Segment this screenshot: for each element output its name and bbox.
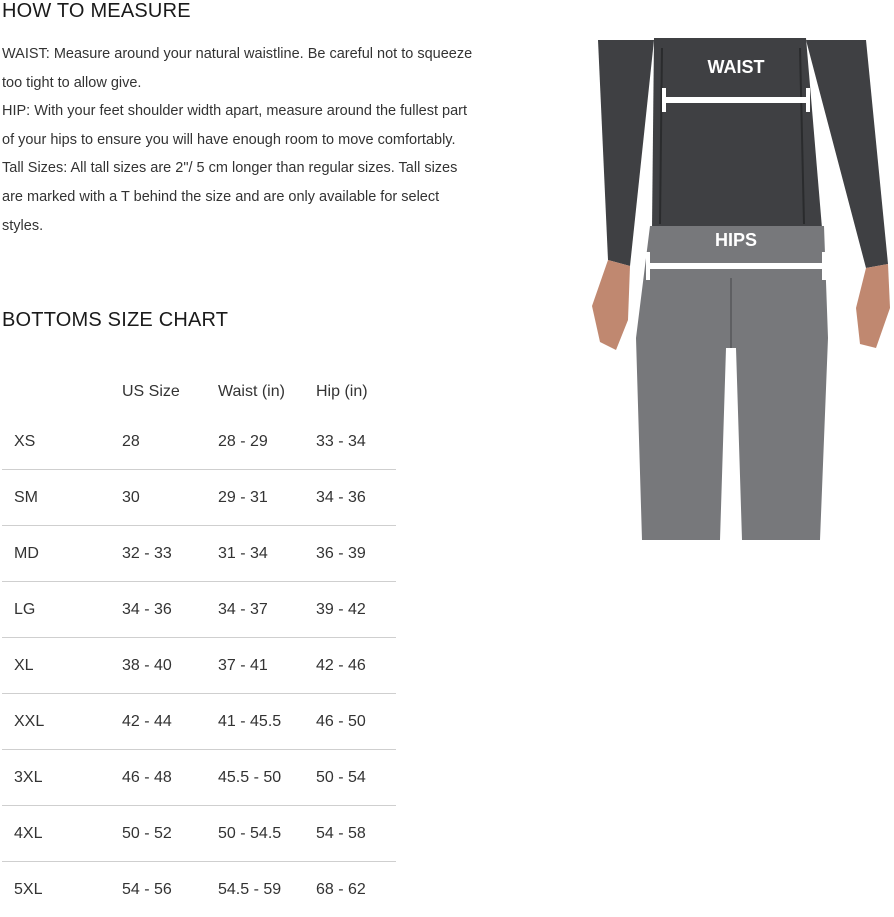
waist-value: 34 - 37	[218, 582, 316, 638]
left-arm	[598, 40, 654, 266]
size-label: 4XL	[2, 806, 122, 862]
hips-label: HIPS	[715, 230, 757, 250]
us-size-value: 46 - 48	[122, 750, 218, 806]
waist-instruction: WAIST: Measure around your natural waistline. Be careful not to squeeze too tight to allow give.	[2, 40, 482, 97]
left-hand	[592, 260, 630, 350]
measure-instructions	[2, 40, 482, 240]
model-illustration	[570, 38, 892, 542]
size-label: LG	[2, 582, 122, 638]
size-chart-table	[2, 370, 396, 917]
table-row	[2, 806, 396, 862]
size-label: 5XL	[2, 862, 122, 917]
waist-value: 28 - 29	[218, 414, 316, 470]
hip-value: 34 - 36	[316, 470, 396, 526]
hip-value: 39 - 42	[316, 582, 396, 638]
table-row	[2, 470, 396, 526]
right-hand	[856, 264, 890, 348]
hip-value: 54 - 58	[316, 806, 396, 862]
waist-value: 29 - 31	[218, 470, 316, 526]
size-label: SM	[2, 470, 122, 526]
size-label: XS	[2, 414, 122, 470]
hip-value: 46 - 50	[316, 694, 396, 750]
table-row	[2, 414, 396, 470]
us-size-value: 32 - 33	[122, 526, 218, 582]
table-row	[2, 526, 396, 582]
how-to-measure-title: HOW TO MEASURE	[2, 0, 191, 23]
table-row	[2, 694, 396, 750]
hip-value: 42 - 46	[316, 638, 396, 694]
waist-value: 54.5 - 59	[218, 862, 316, 917]
waist-label: WAIST	[708, 57, 765, 77]
pants	[636, 226, 828, 540]
measurement-figure	[570, 38, 892, 542]
us-size-value: 50 - 52	[122, 806, 218, 862]
table-row	[2, 750, 396, 806]
us-size-value: 38 - 40	[122, 638, 218, 694]
hip-value: 68 - 62	[316, 862, 396, 917]
us-size-value: 34 - 36	[122, 582, 218, 638]
waist-value: 50 - 54.5	[218, 806, 316, 862]
tall-sizes-note: Tall Sizes: All tall sizes are 2"/ 5 cm longer than regular sizes. Tall sizes are marked with a T behind the size and are only available for select styles.	[2, 154, 482, 240]
table-header-row	[2, 370, 396, 414]
us-size-value: 28	[122, 414, 218, 470]
hip-instruction: HIP: With your feet shoulder width apart, measure around the fullest part of your hips to ensure you will have enough room to move comfortably.	[2, 97, 482, 154]
header-us-size: US Size	[122, 370, 218, 414]
hip-value: 36 - 39	[316, 526, 396, 582]
waist-value: 45.5 - 50	[218, 750, 316, 806]
us-size-value: 30	[122, 470, 218, 526]
table-row	[2, 638, 396, 694]
header-size-label	[2, 370, 122, 414]
us-size-value: 42 - 44	[122, 694, 218, 750]
waist-value: 31 - 34	[218, 526, 316, 582]
hip-value: 33 - 34	[316, 414, 396, 470]
size-label: XL	[2, 638, 122, 694]
table-row	[2, 862, 396, 917]
size-label: 3XL	[2, 750, 122, 806]
bottoms-size-chart-title: BOTTOMS SIZE CHART	[2, 309, 228, 332]
size-label: MD	[2, 526, 122, 582]
size-label: XXL	[2, 694, 122, 750]
hip-value: 50 - 54	[316, 750, 396, 806]
header-waist: Waist (in)	[218, 370, 316, 414]
waist-value: 37 - 41	[218, 638, 316, 694]
table-row	[2, 582, 396, 638]
header-hip: Hip (in)	[316, 370, 396, 414]
us-size-value: 54 - 56	[122, 862, 218, 917]
waist-value: 41 - 45.5	[218, 694, 316, 750]
